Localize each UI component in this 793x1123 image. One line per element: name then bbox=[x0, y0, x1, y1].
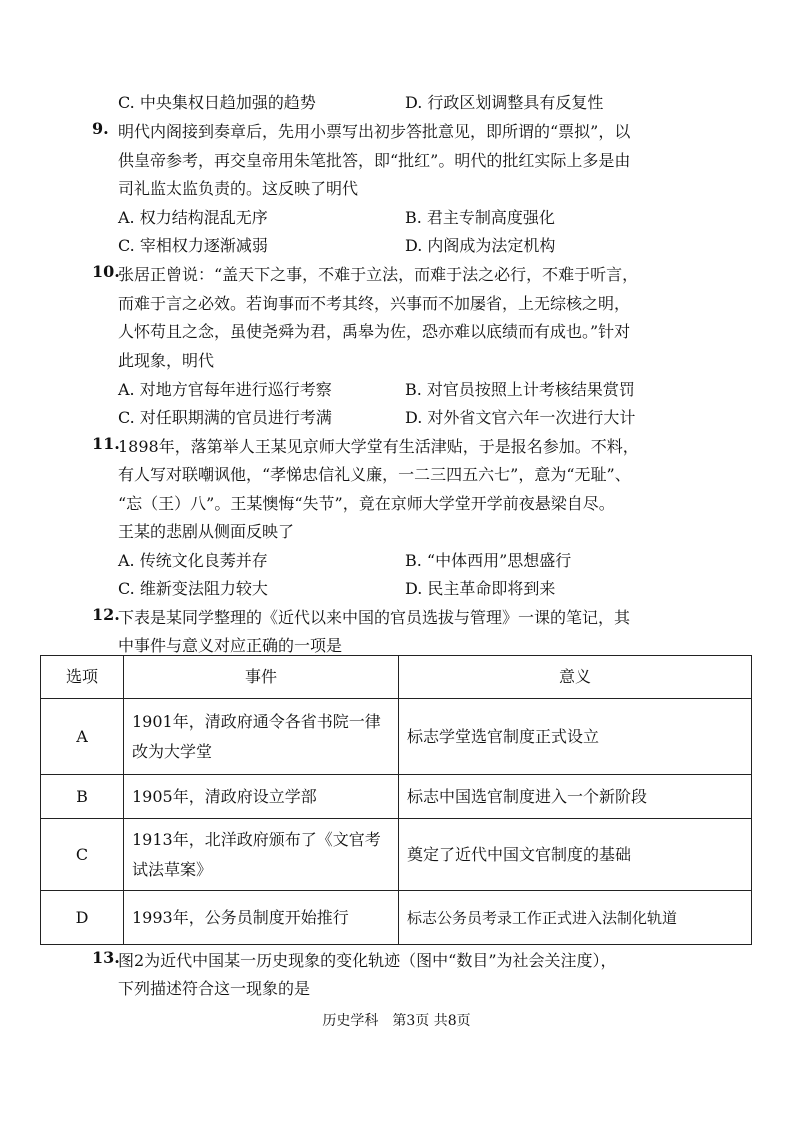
table-cell-event: 1901年，清政府通令各省书院一律改为大学堂 bbox=[124, 699, 399, 775]
question-10-option-b: B. 对官员按照上计考核结果赏罚 bbox=[405, 380, 635, 399]
table-cell-meaning: 标志学堂选官制度正式设立 bbox=[399, 699, 752, 775]
table-header-row bbox=[41, 656, 752, 699]
question-12-number: 12. bbox=[92, 605, 120, 624]
question-9-option-a: A. 权力结构混乱无序 bbox=[118, 208, 268, 227]
question-9-line-3: 司礼监太监负责的。这反映了明代 bbox=[118, 179, 359, 198]
question-11-line-3: “忘（王）八”。王某懊悔“失节”，竟在京师大学堂开学前夜悬梁自尽。 bbox=[118, 494, 615, 513]
table-cell-meaning: 标志中国选官制度进入一个新阶段 bbox=[399, 775, 752, 819]
table-cell-meaning: 标志公务员考录工作正式进入法制化轨道 bbox=[399, 891, 752, 945]
question-11-option-a: A. 传统文化良莠并存 bbox=[118, 551, 268, 570]
table-row bbox=[41, 819, 752, 891]
table-cell-option: C bbox=[41, 819, 124, 891]
question-9-line-2: 供皇帝参考，再交皇帝用朱笔批答，即“批红”。明代的批红实际上多是由 bbox=[118, 151, 631, 170]
question-9-line-1: 明代内阁接到奏章后，先用小票写出初步答批意见，即所谓的“票拟”，以 bbox=[118, 122, 631, 141]
question-11-option-b: B. “中体西用”思想盛行 bbox=[405, 551, 572, 570]
table-cell-option: A bbox=[41, 699, 124, 775]
prev-option-c: C. 中央集权日趋加强的趋势 bbox=[118, 93, 316, 112]
question-11-line-4: 王某的悲剧从侧面反映了 bbox=[118, 522, 295, 541]
question-10-option-d: D. 对外省文官六年一次进行大计 bbox=[405, 408, 636, 427]
table-cell-event: 1913年，北洋政府颁布了《文官考试法草案》 bbox=[124, 819, 399, 891]
page-footer: 历史学科 第3页 共8页 bbox=[322, 1013, 471, 1029]
question-13-number: 13. bbox=[92, 948, 120, 967]
table-cell-event: 1905年，清政府设立学部 bbox=[124, 775, 399, 819]
table-row bbox=[41, 891, 752, 945]
question-12-line-2: 中事件与意义对应正确的一项是 bbox=[118, 636, 343, 655]
question-10-number: 10. bbox=[92, 262, 120, 281]
table-header-option: 选项 bbox=[41, 656, 124, 699]
table-header-event: 事件 bbox=[124, 656, 399, 699]
question-9-option-c: C. 宰相权力逐渐减弱 bbox=[118, 236, 268, 255]
question-10-line-4: 此现象，明代 bbox=[118, 351, 215, 370]
question-9-option-d: D. 内阁成为法定机构 bbox=[405, 236, 556, 255]
question-11-line-2: 有人写对联嘲讽他，“孝悌忠信礼义廉，一二三四五六七”，意为“无耻”、 bbox=[118, 465, 631, 484]
question-11-option-c: C. 维新变法阻力较大 bbox=[118, 579, 268, 598]
table-row bbox=[41, 775, 752, 819]
question-13-line-2: 下列描述符合这一现象的是 bbox=[118, 979, 311, 998]
table-cell-option: D bbox=[41, 891, 124, 945]
table-header-meaning: 意义 bbox=[399, 656, 752, 699]
question-11-line-1: 1898年，落第举人王某见京师大学堂有生活津贴，于是报名参加。不料， bbox=[118, 437, 639, 456]
question-9-number: 9. bbox=[92, 119, 109, 138]
table-cell-meaning: 奠定了近代中国文官制度的基础 bbox=[399, 819, 752, 891]
question-11-option-d: D. 民主革命即将到来 bbox=[405, 579, 556, 598]
notes-table bbox=[40, 655, 752, 945]
table-row bbox=[41, 699, 752, 775]
question-9-option-b: B. 君主专制高度强化 bbox=[405, 208, 555, 227]
question-10-line-2: 而难于言之必效。若询事而不考其终，兴事而不加屡省，上无综核之明， bbox=[118, 294, 631, 313]
prev-option-d: D. 行政区划调整具有反复性 bbox=[405, 93, 604, 112]
question-10-line-3: 人怀苟且之念，虽使尧舜为君，禹皋为佐，恐亦难以底绩而有成也。”针对 bbox=[118, 322, 631, 341]
question-10-line-1: 张居正曾说：“盖天下之事，不难于立法，而难于法之必行，不难于听言， bbox=[118, 265, 639, 284]
question-11-number: 11. bbox=[92, 434, 120, 453]
table-cell-option: B bbox=[41, 775, 124, 819]
question-10-option-c: C. 对任职期满的官员进行考满 bbox=[118, 408, 332, 427]
table-cell-event: 1993年，公务员制度开始推行 bbox=[124, 891, 399, 945]
question-10-option-a: A. 对地方官每年进行巡行考察 bbox=[118, 380, 332, 399]
question-13-line-1: 图2为近代中国某一历史现象的变化轨迹（图中“数目”为社会关注度）， bbox=[118, 951, 617, 970]
question-12-line-1: 下表是某同学整理的《近代以来中国的官员选拔与管理》一课的笔记，其 bbox=[118, 608, 631, 627]
